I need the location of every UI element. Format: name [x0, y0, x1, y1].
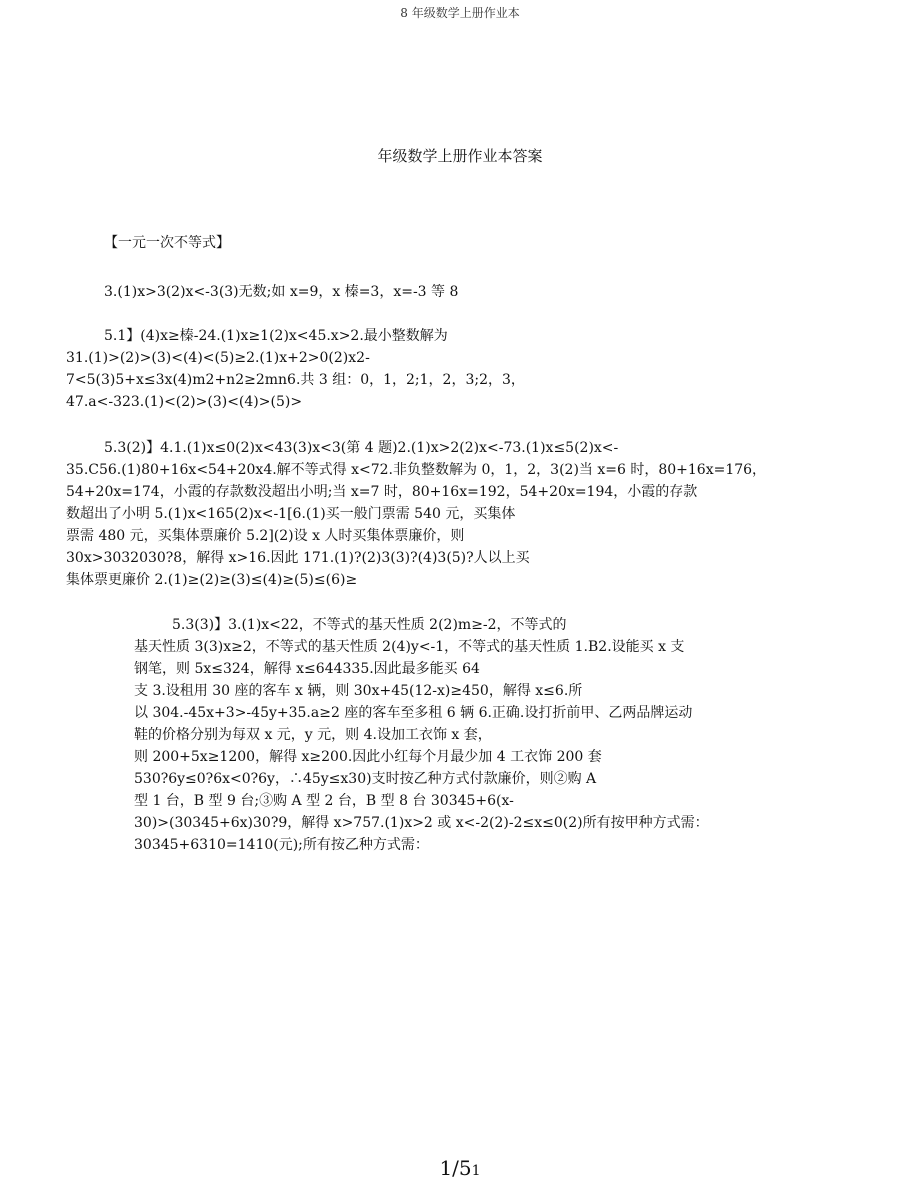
answer-line: 以 304.-45x+3>-45y+35.a≥2 座的客车至多租 6 辆 6.正确.设打折前甲、乙两品牌运动: [134, 705, 693, 721]
document-title: 年级数学上册作业本答案: [377, 147, 543, 165]
answer-line: 7<5(3)5+x≤3x(4)m2+n2≥2mn6.共 3 组：0，1，2;1，2，3;2，3，: [66, 372, 525, 388]
section-heading: 【一元一次不等式】: [104, 235, 230, 251]
answer-line: 54+20x=174，小霞的存款数没超出小明;当 x=7 时，80+16x=192，54+20x=194，小霞的存款: [66, 484, 698, 500]
page-number-suffix: 1: [471, 1163, 481, 1179]
answer-line: 3.(1)x>3(2)x<-3(3)无数;如 x=9，x 榛=3，x=-3 等 8: [104, 284, 459, 300]
answer-line: 钢笔，则 5x≤324，解得 x≤644335.因此最多能买 64: [134, 661, 480, 677]
answer-line: 鞋的价格分别为每双 x 元，y 元，则 4.设加工衣饰 x 套，: [134, 727, 492, 743]
answer-line: 基天性质 3(3)x≥2，不等式的基天性质 2(4)y<-1，不等式的基天性质 1.B2.设能买 x 支: [134, 639, 685, 655]
answer-line: 35.C56.(1)80+16x<54+20x4.解不等式得 x<72.非负整数解为 0，1，2，3(2)当 x=6 时，80+16x=176，: [66, 462, 767, 478]
answer-line: 30x>3032030?8，解得 x>16.因此 171.(1)?(2)3(3)?(4)3(5)?人以上买: [66, 550, 530, 566]
page-header: 8 年级数学上册作业本: [400, 6, 520, 20]
answer-line: 型 1 台，B 型 9 台;③购 A 型 2 台，B 型 8 台 30345+6(x-: [134, 793, 514, 809]
answer-line: 则 200+5x≥1200，解得 x≥200.因此小红每个月最少加 4 工衣饰 200 套: [134, 749, 602, 765]
answer-line: 票需 480 元，买集体票廉价 5.2](2)设 x 人时买集体票廉价，则: [66, 528, 465, 544]
answer-line: 31.(1)>(2)>(3)<(4)<(5)≥2.(1)x+2>0(2)x2-: [66, 350, 370, 366]
answer-line: 5.3(3)】3.(1)x<22，不等式的基天性质 2(2)m≥-2，不等式的: [172, 617, 567, 633]
answer-line: 支 3.设租用 30 座的客车 x 辆，则 30x+45(12-x)≥450，解得 x≤6.所: [134, 683, 583, 699]
answer-line: 数超出了小明 5.(1)x<165(2)x<-1[6.(1)买一般门票需 540 元，买集体: [66, 506, 516, 522]
answer-line: 5.1】(4)x≥榛-24.(1)x≥1(2)x<45.x>2.最小整数解为: [104, 328, 448, 344]
answer-line: 集体票更廉价 2.(1)≥(2)≥(3)≤(4)≥(5)≤(6)≥: [66, 572, 358, 588]
answer-line: 530?6y≤0?6x<0?6y，∴45y≤x30)支时按乙种方式付款廉价，则②购 A: [134, 771, 597, 787]
answer-line: 47.a<-323.(1)<(2)>(3)<(4)>(5)>: [66, 394, 303, 410]
page-number: [0, 1156, 920, 1180]
answer-line: 30)>(30345+6x)30?9，解得 x>757.(1)x>2 或 x<-2(2)-2≤x≤0(2)所有按甲种方式需：: [134, 815, 709, 831]
page-number-main: 1/5: [439, 1156, 472, 1180]
answer-line: 5.3(2)】4.1.(1)x≤0(2)x<43(3)x<3(第 4 题)2.(1)x>2(2)x<-73.(1)x≤5(2)x<-: [104, 440, 619, 456]
answer-line: 30345+6310=1410(元);所有按乙种方式需：: [134, 837, 429, 853]
